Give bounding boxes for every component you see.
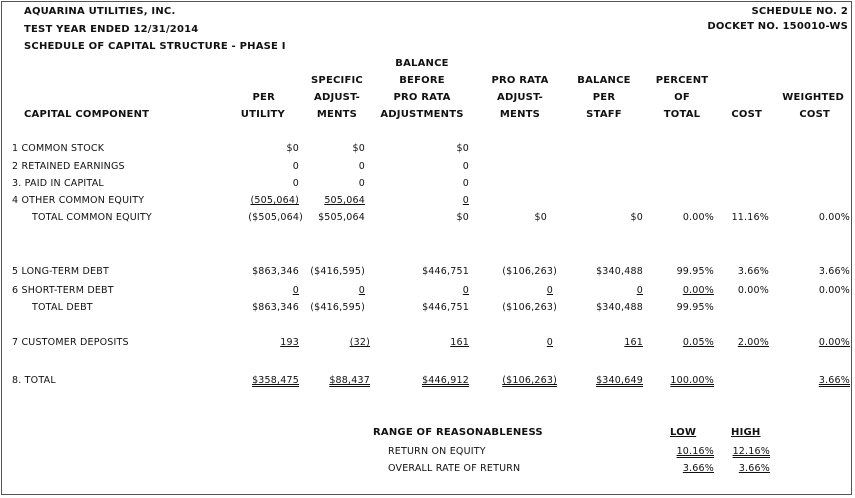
cell-staff: $0 xyxy=(630,212,643,223)
col-prorata-2: ADJUST- xyxy=(497,92,543,103)
cell-per-utility: 0 xyxy=(292,161,299,172)
cell-percent: 100.00% xyxy=(670,375,714,386)
cell-cost: 2.00% xyxy=(737,337,769,348)
roe-low: 10.16% xyxy=(676,446,714,457)
row-label: 2 RETAINED EARNINGS xyxy=(12,161,125,172)
cell-staff: $340,488 xyxy=(596,266,643,277)
col-specific-1: SPECIFIC xyxy=(311,75,363,86)
docket-number: DOCKET NO. 150010-WS xyxy=(707,21,848,32)
orr-label: OVERALL RATE OF RETURN xyxy=(388,463,521,474)
cell-specific: $505,064 xyxy=(318,212,365,223)
cell-pro-rata: 0 xyxy=(546,337,553,348)
cell-before: $0 xyxy=(456,212,469,223)
col-before-4: ADJUSTMENTS xyxy=(380,109,464,120)
cell-per-utility: 193 xyxy=(280,337,299,348)
cell-before: 0 xyxy=(462,285,469,296)
cell-weighted-cost: 3.66% xyxy=(818,266,850,277)
col-staff-2: PER xyxy=(592,92,616,103)
col-before-2: BEFORE xyxy=(399,75,445,86)
cell-pro-rata: ($106,263) xyxy=(502,266,557,277)
col-percent-2: OF xyxy=(674,92,690,103)
cell-specific: ($416,595) xyxy=(310,302,365,313)
cell-before: $446,912 xyxy=(422,375,469,386)
cell-before: 0 xyxy=(462,161,469,172)
orr-low: 3.66% xyxy=(682,463,714,474)
col-cost: COST xyxy=(731,109,762,120)
cell-specific: $0 xyxy=(352,143,365,154)
col-specific-3: MENTS xyxy=(316,109,358,120)
cell-cost: 0.00% xyxy=(737,285,769,296)
cell-before: 0 xyxy=(462,178,469,189)
schedule-title: SCHEDULE OF CAPITAL STRUCTURE - PHASE I xyxy=(24,41,286,52)
cell-weighted-cost: 0.00% xyxy=(818,212,850,223)
cell-pro-rata: $0 xyxy=(534,212,547,223)
col-weighted-1: WEIGHTED xyxy=(782,92,844,103)
cell-per-utility: ($505,064) xyxy=(248,212,303,223)
row-label: 3. PAID IN CAPITAL xyxy=(12,178,104,189)
cell-staff: 161 xyxy=(624,337,643,348)
col-specific-2: ADJUST- xyxy=(314,92,360,103)
cell-percent: 0.05% xyxy=(682,337,714,348)
row-label: 7 CUSTOMER DEPOSITS xyxy=(12,337,129,348)
cell-weighted-cost: 0.00% xyxy=(818,337,850,348)
row-label: 5 LONG-TERM DEBT xyxy=(12,266,109,277)
col-staff-1: BALANCE xyxy=(577,75,631,86)
cell-per-utility: 0 xyxy=(292,178,299,189)
roe-high: 12.16% xyxy=(732,446,770,457)
col-per-utility-2: UTILITY xyxy=(240,109,285,120)
cell-per-utility: (505,064) xyxy=(250,195,299,206)
cell-specific: 0 xyxy=(358,285,365,296)
cell-specific: 0 xyxy=(358,161,365,172)
company-name: AQUARINA UTILITIES, INC. xyxy=(24,6,176,17)
col-capital-component: CAPITAL COMPONENT xyxy=(24,109,150,120)
schedule-number: SCHEDULE NO. 2 xyxy=(751,6,848,17)
cell-before: $446,751 xyxy=(422,302,469,313)
range-high-header: HIGH xyxy=(731,427,761,438)
cell-specific: 0 xyxy=(358,178,365,189)
row-label-total: 8. TOTAL xyxy=(12,375,56,386)
row-label-total-equity: TOTAL COMMON EQUITY xyxy=(32,212,152,223)
cell-weighted-cost: 3.66% xyxy=(818,375,850,386)
cell-staff: $340,488 xyxy=(596,302,643,313)
cell-staff: 0 xyxy=(636,285,643,296)
col-before-1: BALANCE xyxy=(395,58,449,69)
row-label: 4 OTHER COMMON EQUITY xyxy=(12,195,145,206)
col-before-3: PRO RATA xyxy=(393,92,451,103)
cell-specific: ($416,595) xyxy=(310,266,365,277)
roe-label: RETURN ON EQUITY xyxy=(388,446,486,457)
cell-specific: (32) xyxy=(349,337,370,348)
cell-per-utility: 0 xyxy=(292,285,299,296)
cell-weighted-cost: 0.00% xyxy=(818,285,850,296)
col-per-utility-1: PER xyxy=(252,92,275,103)
cell-before: 161 xyxy=(450,337,469,348)
test-year: TEST YEAR ENDED 12/31/2014 xyxy=(24,24,199,35)
col-staff-3: STAFF xyxy=(586,109,622,120)
cell-specific: $88,437 xyxy=(329,375,370,386)
cell-per-utility: $863,346 xyxy=(252,302,299,313)
cell-staff: $340,649 xyxy=(596,375,643,386)
col-percent-1: PERCENT xyxy=(655,75,709,86)
cell-percent: 0.00% xyxy=(682,285,714,296)
cell-specific: 505,064 xyxy=(324,195,365,206)
cell-before: 0 xyxy=(462,195,469,206)
col-prorata-1: PRO RATA xyxy=(491,75,549,86)
cell-pro-rata: 0 xyxy=(546,285,553,296)
cell-percent: 99.95% xyxy=(676,302,714,313)
row-label: 6 SHORT-TERM DEBT xyxy=(12,285,114,296)
range-title: RANGE OF REASONABLENESS xyxy=(373,427,543,438)
cell-per-utility: $358,475 xyxy=(252,375,299,386)
cell-pro-rata: ($106,263) xyxy=(502,302,557,313)
cell-before: $446,751 xyxy=(422,266,469,277)
row-label: 1 COMMON STOCK xyxy=(12,143,105,154)
row-label-total-debt: TOTAL DEBT xyxy=(32,302,93,313)
cell-cost: 11.16% xyxy=(731,212,769,223)
range-low-header: LOW xyxy=(670,427,697,438)
col-weighted-2: COST xyxy=(799,109,830,120)
cell-pro-rata: ($106,263) xyxy=(502,375,557,386)
cell-per-utility: $863,346 xyxy=(252,266,299,277)
cell-cost: 3.66% xyxy=(737,266,769,277)
cell-per-utility: $0 xyxy=(286,143,299,154)
col-percent-3: TOTAL xyxy=(663,109,701,120)
cell-percent: 0.00% xyxy=(682,212,714,223)
orr-high: 3.66% xyxy=(738,463,770,474)
col-prorata-3: MENTS xyxy=(499,109,541,120)
cell-percent: 99.95% xyxy=(676,266,714,277)
cell-before: $0 xyxy=(456,143,469,154)
